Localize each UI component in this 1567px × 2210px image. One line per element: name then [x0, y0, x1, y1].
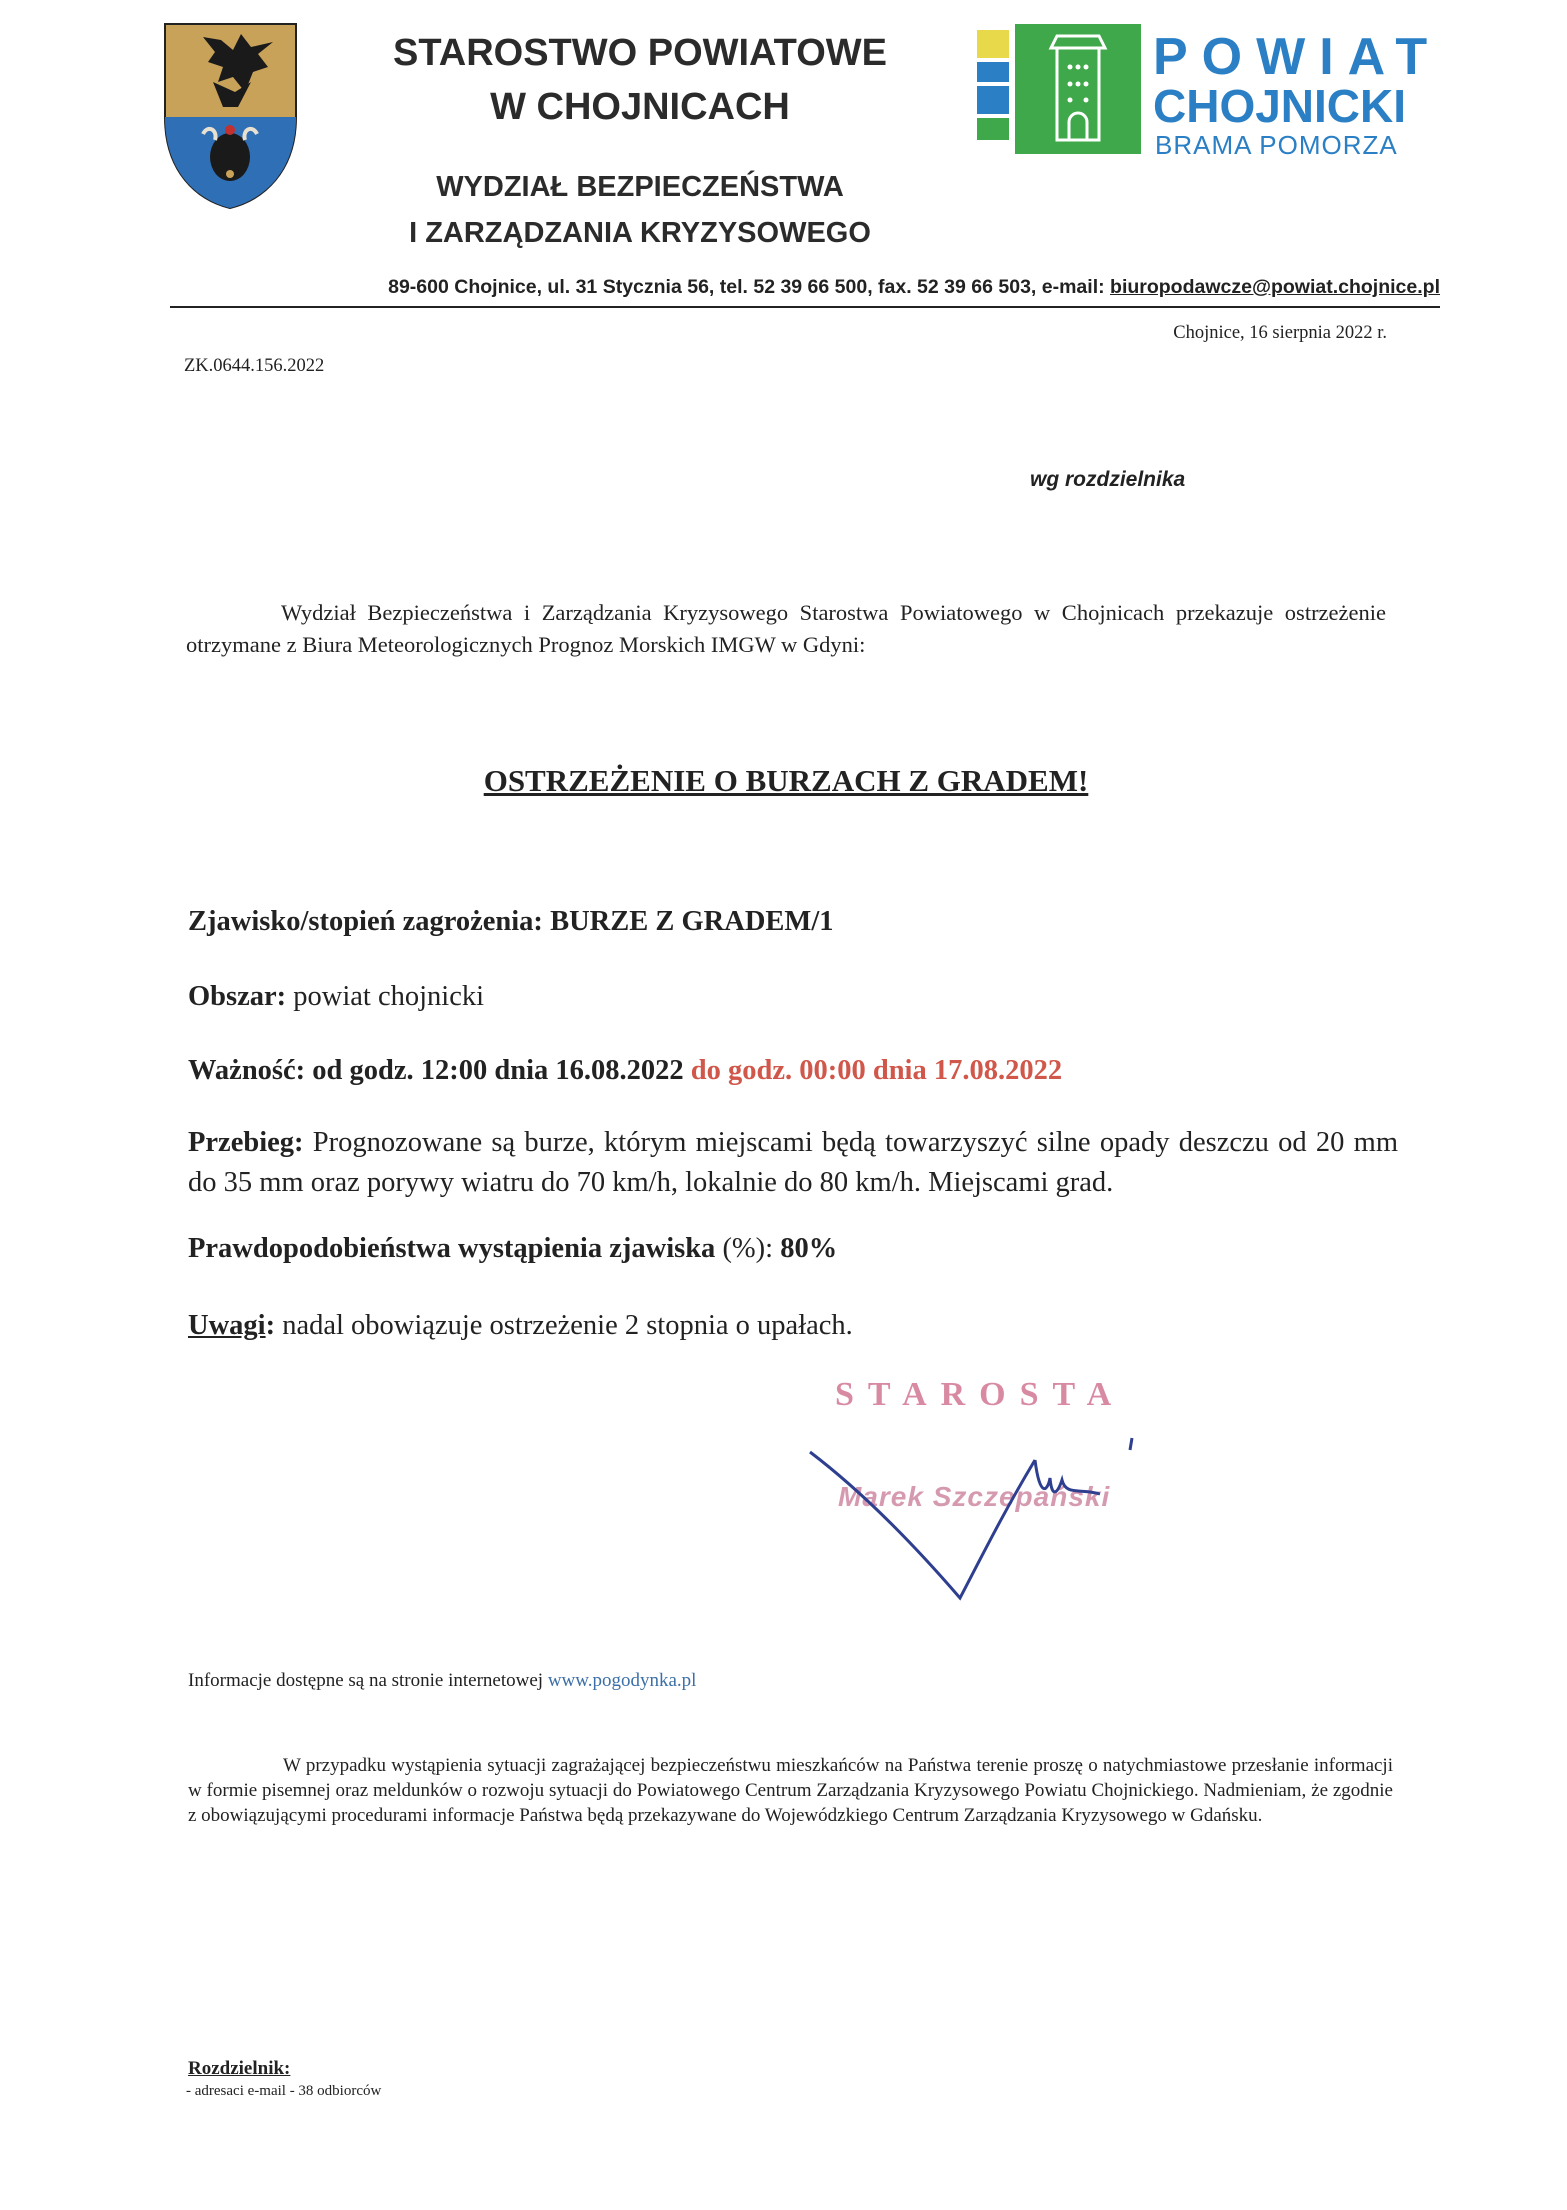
validity-to: do godz. 00:00 dnia 17.08.2022: [690, 1055, 1063, 1086]
stamp-name: Marek Szczepański: [838, 1481, 1111, 1512]
remarks-value: nadal obowiązuje ostrzeżenie 2 stopnia o upałach.: [282, 1310, 853, 1341]
recipient: wg rozdzielnika: [1030, 468, 1186, 491]
area-value: powiat chojnicki: [293, 981, 485, 1012]
pogodynka-link[interactable]: www.pogodynka.pl: [547, 1670, 697, 1691]
intro-paragraph: Wydział Bezpieczeństwa i Zarządzania Kryzysowego Starostwa Powiatowego w Chojnicach przekazuje ostrzeżenie otrzymane z Biura Meteorologicznych Prognoz Morskich IMGW w Gdyni:: [186, 600, 1386, 657]
probability-unit: (%):: [722, 1233, 774, 1264]
course-field: [188, 1123, 1398, 1203]
logo-text-powiat: POWIAT: [1153, 28, 1442, 86]
powiat-chojnicki-logo: [975, 22, 1443, 162]
phenomenon-label: Zjawisko/stopień zagrożenia:: [188, 906, 543, 937]
probability-value: 80%: [780, 1233, 838, 1264]
area-field: [188, 977, 1398, 1017]
coat-of-arms-icon: [163, 22, 298, 210]
distribution-item: - adresaci e-mail - 38 odbiorców: [186, 2083, 382, 2099]
address-text: 89-600 Chojnice, ul. 31 Stycznia 56, tel. 52 39 66 500, fax. 52 39 66 503, e-mail:: [388, 276, 1111, 298]
validity-label: Ważność:: [188, 1055, 306, 1086]
logo-text-chojnicki: CHOJNICKI: [1153, 80, 1407, 132]
org-line-2: W CHOJNICACH: [490, 86, 790, 128]
validity-from: od godz. 12:00 dnia 16.08.2022: [312, 1055, 684, 1086]
info-line: [188, 1670, 696, 1692]
organization-name: [330, 26, 950, 134]
handwritten-signature: [800, 1430, 1160, 1620]
info-text: Informacje dostępne są na stronie internetowej: [188, 1670, 544, 1691]
phenomenon-field: [188, 902, 1398, 942]
course-value: Prognozowane są burze, którym miejscami będą towarzyszyć silne opady deszczu od 20 mm do 35 mm oraz porywy wiatru do 70 km/h, lokalnie do 80 km/h. Miejscami grad.: [188, 1127, 1398, 1198]
distribution-heading: Rozdzielnik:: [188, 2058, 291, 2079]
notice-paragraph: W przypadku wystąpienia sytuacji zagrażającej bezpieczeństwu mieszkańców na Państwa terenie proszę o natychmiastowe przesłanie informacji w formie pisemnej oraz meldunków o rozwoju sytuacji do Powiatowego Centrum Zarządzania Kryzysowego Powiatu Chojnickiego. Nadmieniam, że zgodnie z obowiązującymi procedurami informacje Państwa będą przekazywane do Wojewódzkiego Centrum Zarządzania Kryzysowego w Gdańsku.: [188, 1755, 1393, 1826]
reference-number: ZK.0644.156.2022: [184, 356, 325, 376]
probability-field: [188, 1229, 1398, 1269]
validity-field: [188, 1051, 1398, 1091]
email-link[interactable]: biuropodawcze@powiat.chojnice.pl: [1110, 276, 1440, 298]
header-divider: [170, 306, 1440, 308]
phenomenon-value: BURZE Z GRADEM/1: [550, 906, 834, 937]
remarks-label: Uwagi: [188, 1310, 266, 1341]
stamp-title: STAROSTA: [835, 1376, 1126, 1413]
course-label: Przebieg:: [188, 1127, 304, 1158]
dept-line-1: WYDZIAŁ BEZPIECZEŃSTWA: [436, 171, 844, 203]
address-line: [170, 276, 1440, 299]
dept-line-2: I ZARZĄDZANIA KRYZYSOWEGO: [409, 217, 871, 249]
org-line-1: STAROSTWO POWIATOWE: [393, 32, 887, 74]
department-name: [330, 164, 950, 256]
document-date: Chojnice, 16 sierpnia 2022 r.: [1173, 323, 1387, 343]
probability-label: Prawdopodobieństwa wystąpienia zjawiska: [188, 1233, 716, 1264]
remarks-field: Uwagi: nadal obowiązuje ostrzeżenie 2 stopnia o upałach.: [188, 1310, 853, 1341]
area-label: Obszar:: [188, 981, 287, 1012]
logo-text-brama: BRAMA POMORZA: [1155, 130, 1398, 160]
warning-headline: OSTRZEŻENIE O BURZACH Z GRADEM!: [483, 763, 1089, 798]
